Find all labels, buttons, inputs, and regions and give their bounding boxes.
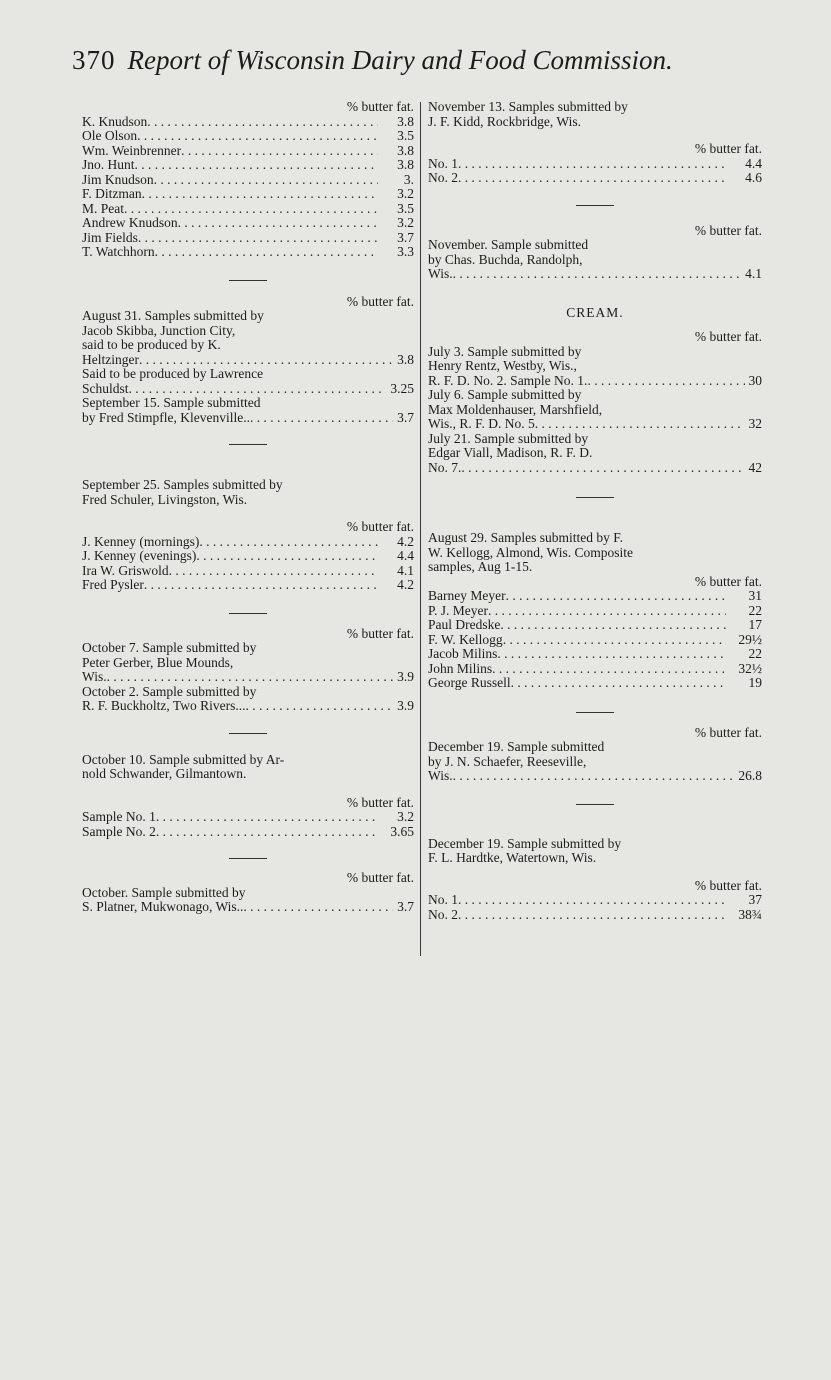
row-value: 3.8 xyxy=(397,113,414,129)
row-name: K. Knudson xyxy=(82,113,148,129)
column-header: % butter fat. xyxy=(346,870,414,885)
leader-dots xyxy=(144,578,378,593)
leader-dots xyxy=(453,267,742,282)
page-number: 370 xyxy=(72,45,116,75)
leader-dots xyxy=(139,353,393,368)
table-row xyxy=(82,245,414,260)
sample-entry xyxy=(82,886,414,915)
table-row xyxy=(82,535,414,550)
entry-line: R. F. D. No. 2. Sample No. 1. xyxy=(428,372,588,388)
leader-dots xyxy=(243,900,393,915)
sample-entry xyxy=(82,396,414,425)
entry-line: Henry Rentz, Westby, Wis., xyxy=(428,358,577,373)
leader-dots xyxy=(169,564,378,579)
table-row xyxy=(82,158,414,173)
entry-line: Heltzinger xyxy=(82,351,139,367)
right-section-4 xyxy=(428,531,762,691)
column-header: % butter fat. xyxy=(694,573,762,589)
leader-dots xyxy=(458,157,726,172)
intro-line: November 13. Samples submitted by xyxy=(428,99,628,114)
entry-value: 3.9 xyxy=(397,698,414,713)
entry-last-line xyxy=(82,900,414,915)
results-table xyxy=(82,115,414,260)
left-section-2 xyxy=(82,295,414,426)
entry-value: 3.8 xyxy=(397,351,414,367)
page-header xyxy=(72,44,772,76)
row-value: 4.4 xyxy=(397,548,414,563)
leader-dots xyxy=(245,699,393,714)
row-value: 32½ xyxy=(738,660,762,676)
column-header: % butter fat. xyxy=(346,99,414,114)
row-value: 3.2 xyxy=(397,809,414,824)
column-divider xyxy=(420,102,421,956)
leader-dots xyxy=(511,676,726,691)
leader-dots xyxy=(199,535,378,550)
entry-line: October. Sample submitted by xyxy=(82,884,246,900)
table-row xyxy=(82,173,414,188)
row-value: 3.3 xyxy=(397,244,414,259)
entry-line: by Chas. Buchda, Randolph, xyxy=(428,251,583,267)
entry-value: 42 xyxy=(748,459,762,475)
sample-entry xyxy=(428,238,762,282)
table-row xyxy=(82,144,414,159)
entry-line: Peter Gerber, Blue Mounds, xyxy=(82,654,234,670)
row-value: 4.4 xyxy=(745,155,762,171)
results-table xyxy=(82,535,414,593)
row-name: No. 1 xyxy=(428,155,458,171)
entry-last-line xyxy=(82,411,414,426)
entry-line: by J. N. Schaefer, Reeseville, xyxy=(428,753,587,769)
row-name: Andrew Knudson xyxy=(82,215,178,230)
entry-line: July 3. Sample submitted by xyxy=(428,343,582,359)
row-name: P. J. Meyer xyxy=(428,602,488,618)
entry-last-line xyxy=(82,670,414,685)
row-value: 19 xyxy=(748,675,762,690)
table-row xyxy=(82,115,414,130)
entry-line: October 2. Sample submitted by xyxy=(82,683,257,699)
row-name: Paul Dredske xyxy=(428,617,501,632)
intro-line: August 29. Samples submitted by F. xyxy=(428,530,624,545)
entry-line: Jacob Skibba, Junction City, xyxy=(82,322,236,338)
table-row xyxy=(82,549,414,564)
table-row xyxy=(82,202,414,217)
right-section-3 xyxy=(428,330,762,475)
leader-dots xyxy=(155,245,378,260)
results-table xyxy=(82,810,414,839)
entry-value: 30 xyxy=(748,372,762,388)
table-row xyxy=(82,810,414,825)
row-name: F. W. Kellogg xyxy=(428,631,503,647)
leader-dots xyxy=(453,769,735,784)
entry-line: October 7. Sample submitted by xyxy=(82,640,257,655)
row-name: T. Watchhorn xyxy=(82,244,155,259)
leader-dots xyxy=(461,461,744,476)
leader-dots xyxy=(587,374,744,389)
row-name: F. Ditzman xyxy=(82,186,142,201)
table-row xyxy=(428,662,762,677)
row-value: 38¾ xyxy=(738,906,762,922)
row-name: No. 2 xyxy=(428,906,458,922)
table-row xyxy=(82,187,414,202)
row-value: 22 xyxy=(748,646,762,661)
entry-value: 3.7 xyxy=(397,899,414,914)
page-title: Report of Wisconsin Dairy and Food Commission. xyxy=(127,45,673,75)
left-section-4 xyxy=(82,627,414,714)
entry-line: said to be produced by K. xyxy=(82,337,221,352)
left-section-5 xyxy=(82,753,414,840)
row-name: Fred Pysler xyxy=(82,577,144,592)
leader-dots xyxy=(138,231,378,246)
sample-entry xyxy=(82,685,414,714)
row-name: George Russell xyxy=(428,675,511,690)
entry-last-line xyxy=(82,699,414,714)
leader-dots xyxy=(250,411,393,426)
column-header: % butter fat. xyxy=(694,222,762,238)
table-row xyxy=(428,589,762,604)
leader-dots xyxy=(129,382,387,397)
intro-line: samples, Aug 1-15. xyxy=(428,559,533,574)
sample-entry xyxy=(428,345,762,389)
entry-line: Wis. xyxy=(82,669,107,684)
entry-value: 26.8 xyxy=(738,768,762,783)
section-intro xyxy=(428,531,762,575)
row-name: Ole Olson xyxy=(82,128,138,143)
leader-dots xyxy=(506,589,726,604)
row-name: Wm. Weinbrenner xyxy=(82,142,182,158)
row-value: 31 xyxy=(748,588,762,603)
column-header: % butter fat. xyxy=(694,724,762,740)
left-section-3 xyxy=(82,478,414,593)
row-value: 3. xyxy=(403,171,414,187)
table-row xyxy=(82,825,414,840)
entry-last-line xyxy=(82,353,414,368)
entry-last-line xyxy=(82,382,414,397)
leader-dots xyxy=(156,810,378,825)
leader-dots xyxy=(535,417,745,432)
row-name: Ira W. Griswold xyxy=(82,562,169,578)
results-table xyxy=(428,157,762,186)
right-section-2 xyxy=(428,224,762,282)
column-header: % butter fat. xyxy=(346,794,414,810)
intro-line: December 19. Sample submitted by xyxy=(428,835,622,851)
row-name: John Milins xyxy=(428,660,493,676)
entry-line: Schuldst xyxy=(82,380,129,396)
table-row xyxy=(428,633,762,648)
entry-last-line xyxy=(428,267,762,282)
entry-value: 3.9 xyxy=(397,669,414,684)
row-name: Barney Meyer xyxy=(428,588,506,603)
entry-line: S. Platner, Mukwonago, Wis.. xyxy=(82,899,244,914)
row-name: Sample No. 1 xyxy=(82,809,156,824)
entry-line: August 31. Samples submitted by xyxy=(82,308,264,323)
right-column xyxy=(428,100,762,922)
leader-dots xyxy=(147,115,378,130)
section-intro xyxy=(428,100,762,129)
row-value: 3.2 xyxy=(397,215,414,230)
section-intro xyxy=(82,753,414,782)
leader-dots xyxy=(497,647,726,662)
entry-line: Wis., R. F. D. No. 5 xyxy=(428,416,535,431)
row-name: Jim Knudson xyxy=(82,171,154,187)
results-table xyxy=(428,589,762,691)
table-row xyxy=(428,647,762,662)
entry-line: by Fred Stimpfle, Klevenville.. xyxy=(82,409,250,425)
row-value: 3.8 xyxy=(397,142,414,158)
table-row xyxy=(82,578,414,593)
sample-entry xyxy=(428,432,762,476)
row-value: 4.2 xyxy=(397,533,414,549)
table-row xyxy=(428,908,762,923)
left-section-6 xyxy=(82,871,414,915)
leader-dots xyxy=(458,171,726,186)
row-value: 3.65 xyxy=(390,823,414,839)
entry-line: R. F. Buckholtz, Two Rivers... xyxy=(82,698,246,713)
entry-value: 4.1 xyxy=(745,266,762,281)
leader-dots xyxy=(458,908,726,923)
leader-dots xyxy=(137,129,378,144)
row-name: No. 2 xyxy=(428,170,458,185)
entry-line: Wis. xyxy=(428,768,453,783)
entry-last-line xyxy=(428,461,762,476)
row-value: 4.2 xyxy=(397,577,414,592)
entry-line: Said to be produced by Lawrence xyxy=(82,366,264,381)
row-name: Jim Fields xyxy=(82,229,138,245)
column-header: % butter fat. xyxy=(694,877,762,893)
column-header: % butter fat. xyxy=(346,519,414,534)
sample-entry xyxy=(82,641,414,685)
left-column xyxy=(82,100,414,915)
leader-dots xyxy=(107,670,394,685)
entry-line: No. 7. xyxy=(428,459,462,475)
leader-dots xyxy=(142,187,378,202)
column-header: % butter fat. xyxy=(346,625,414,641)
entry-last-line xyxy=(428,374,762,389)
sample-entry xyxy=(428,388,762,432)
intro-line: Fred Schuler, Livingston, Wis. xyxy=(82,491,248,507)
entry-line: December 19. Sample submitted xyxy=(428,739,605,754)
intro-line: F. L. Hardtke, Watertown, Wis. xyxy=(428,850,597,865)
leader-dots xyxy=(503,633,726,648)
row-name: Jacob Milins xyxy=(428,646,498,661)
entry-line: Edgar Viall, Madison, R. F. D. xyxy=(428,445,593,460)
section-intro xyxy=(428,837,762,866)
entry-line: Max Moldenhauser, Marshfield, xyxy=(428,401,603,417)
row-value: 3.8 xyxy=(397,157,414,172)
leader-dots xyxy=(178,216,378,231)
column-header: % butter fat. xyxy=(694,329,762,344)
leader-dots xyxy=(488,604,726,619)
entry-line: July 21. Sample submitted by xyxy=(428,430,589,446)
entry-last-line xyxy=(428,417,762,432)
column-header: % butter fat. xyxy=(694,141,762,156)
table-row xyxy=(82,231,414,246)
table-row xyxy=(428,171,762,186)
intro-line: W. Kellogg, Almond, Wis. Composite xyxy=(428,544,633,560)
sample-entry xyxy=(82,309,414,367)
entry-value: 3.7 xyxy=(397,409,414,425)
right-section-6 xyxy=(428,837,762,923)
results-table xyxy=(428,893,762,922)
table-row xyxy=(82,129,414,144)
leader-dots xyxy=(181,144,378,159)
leader-dots xyxy=(124,202,378,217)
row-name: M. Peat xyxy=(82,200,124,216)
table-row xyxy=(428,618,762,633)
table-row xyxy=(82,216,414,231)
intro-line: September 25. Samples submitted by xyxy=(82,477,283,492)
right-section-1 xyxy=(428,100,762,186)
row-name: No. 1 xyxy=(428,892,458,907)
left-section-1 xyxy=(82,100,414,260)
row-value: 4.6 xyxy=(745,170,762,185)
column-header: % butter fat. xyxy=(346,293,414,309)
leader-dots xyxy=(135,158,378,173)
sample-entry xyxy=(82,367,414,396)
row-name: Sample No. 2 xyxy=(82,823,156,839)
row-value: 37 xyxy=(748,892,762,907)
leader-dots xyxy=(154,173,378,188)
table-row xyxy=(428,604,762,619)
entry-last-line xyxy=(428,769,762,784)
row-value: 4.1 xyxy=(397,562,414,578)
table-row xyxy=(82,564,414,579)
intro-line: J. F. Kidd, Rockbridge, Wis. xyxy=(428,113,582,129)
table-row xyxy=(428,157,762,172)
row-value: 29½ xyxy=(738,631,762,647)
leader-dots xyxy=(458,893,726,908)
entry-line: November. Sample submitted xyxy=(428,237,589,252)
intro-line: nold Schwander, Gilmantown. xyxy=(82,766,247,781)
sample-entry xyxy=(428,740,762,784)
row-value: 3.2 xyxy=(397,186,414,201)
entry-line: September 15. Sample submitted xyxy=(82,395,261,410)
leader-dots xyxy=(156,825,378,840)
leader-dots xyxy=(196,549,378,564)
row-value: 17 xyxy=(748,617,762,632)
section-intro xyxy=(82,478,414,507)
row-name: J. Kenney (mornings) xyxy=(82,533,200,549)
entry-value: 3.25 xyxy=(390,380,414,396)
row-value: 22 xyxy=(748,602,762,618)
entry-line: July 6. Sample submitted by xyxy=(428,387,582,402)
row-value: 3.5 xyxy=(397,200,414,216)
intro-line: October 10. Sample submitted by Ar- xyxy=(82,751,285,767)
table-row xyxy=(428,893,762,908)
row-value: 3.7 xyxy=(397,229,414,245)
entry-line: Wis. xyxy=(428,266,453,281)
right-section-5 xyxy=(428,726,762,784)
leader-dots xyxy=(500,618,726,633)
leader-dots xyxy=(492,662,726,677)
row-name: Jno. Hunt xyxy=(82,157,135,172)
entry-value: 32 xyxy=(748,416,762,431)
row-value: 3.5 xyxy=(397,128,414,143)
cream-heading: CREAM. xyxy=(566,304,624,320)
table-row xyxy=(428,676,762,691)
row-name: J. Kenney (evenings) xyxy=(82,548,197,563)
